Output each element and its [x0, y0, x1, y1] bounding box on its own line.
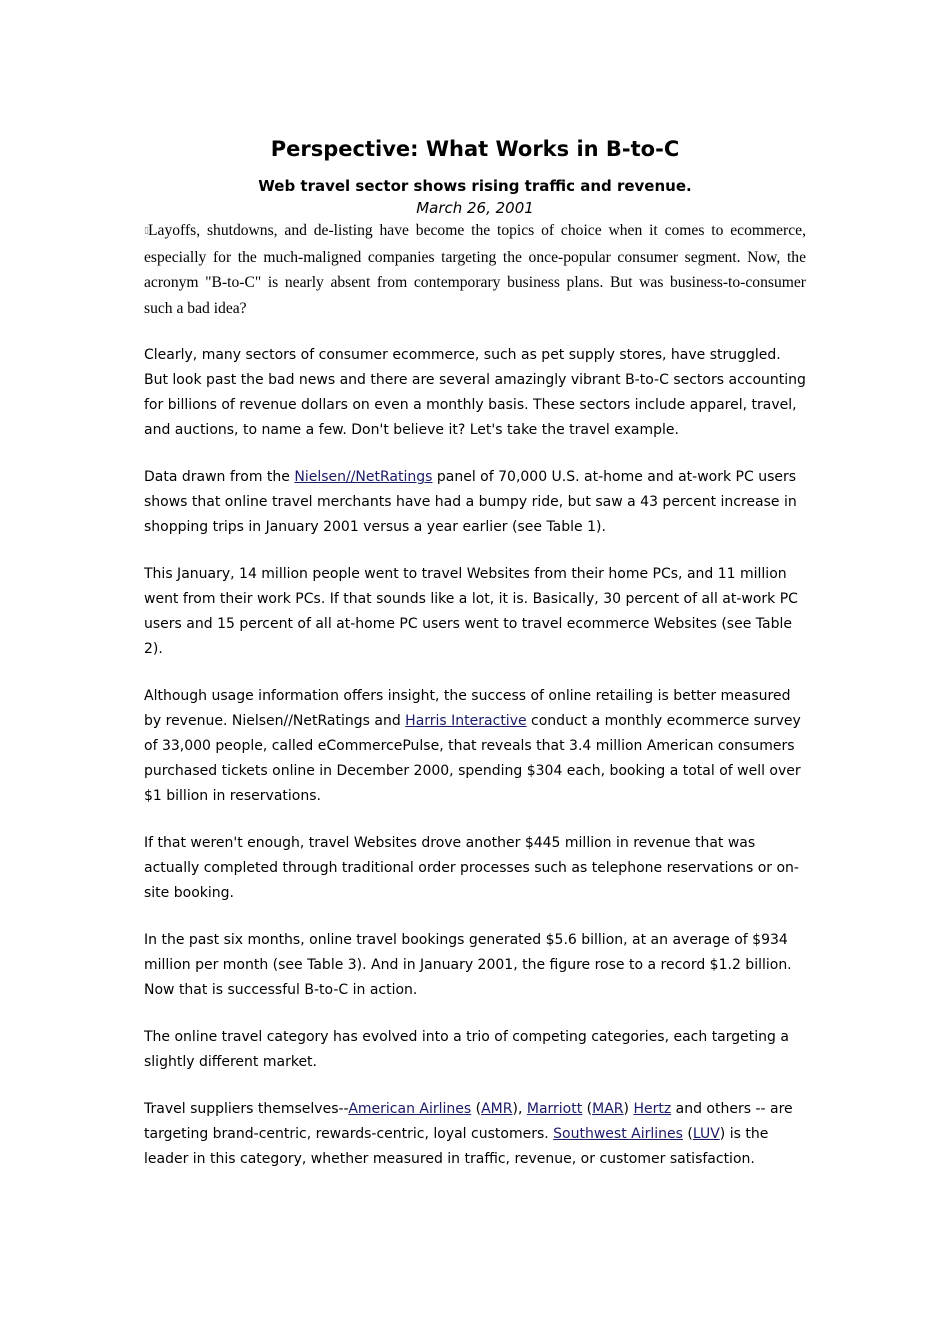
paragraph-9-text: Travel suppliers themselves-- [144, 1101, 349, 1118]
hertz-link[interactable]: Hertz [633, 1101, 672, 1118]
paragraph-4: This January, 14 million people went to travel Websites from their home PCs, and 11 million went from their work PCs. If that sounds like a lot, it is. Basically, 30 percent of all at-work PC users and 15 percent of all at-home PC users went to travel ecommerce Websites (see Table 2). [144, 566, 798, 658]
paragraph-9-text: ( [682, 1126, 693, 1143]
paragraph-5-text-a: Although usage information offers insight, the success of online retailing is better measured by revenue. Nielsen//NetRatings and [144, 688, 791, 730]
nielsen-netratings-link[interactable]: Nielsen//NetRatings [294, 469, 433, 486]
paragraph-9-text: ) [623, 1101, 634, 1118]
article-date: March 26, 2001 [416, 199, 534, 217]
missing-glyph-icon: ▯ [144, 226, 149, 236]
paragraph-9-text: ) is the leader in this category, whether measured in traffic, revenue, or customer satisfaction. [144, 1126, 769, 1168]
article-title: Perspective: What Works in B-to-C [270, 137, 680, 161]
american-airlines-link[interactable]: American Airlines [348, 1101, 472, 1118]
paragraph-5-text-b: conduct a monthly ecommerce survey of 33,000 people, called eCommercePulse, that reveals that 3.4 million American consumers purchased tickets online in December 2000, spending $304 each, booking a total of well over $1 billion in reservations. [144, 713, 801, 805]
paragraph-7: In the past six months, online travel bookings generated $5.6 billion, at an average of $934 million per month (see Table 3). And in January 2001, the figure rose to a record $1.2 billion. Now that is successful B-to-C in action. [144, 932, 792, 999]
article [144, 135, 806, 1172]
luv-ticker-link[interactable]: LUV [692, 1126, 720, 1143]
southwest-airlines-link[interactable]: Southwest Airlines [553, 1126, 683, 1143]
lead-text: Layoffs, shutdowns, and de-listing have become the topics of choice when it comes to ecommerce, especially for the much-maligned companies targeting the once-popular consumer segment. Now, the acronym "B-to-C" is nearly absent from contemporary business plans. But was business-to-consumer such a bad idea? [144, 222, 806, 317]
paragraph-9-text: ( [582, 1101, 593, 1118]
marriott-link[interactable]: Marriott [526, 1101, 583, 1118]
lead-paragraph [144, 218, 806, 321]
paragraph-2: Clearly, many sectors of consumer ecommerce, such as pet supply stores, have struggled. But look past the bad news and there are several amazingly vibrant B-to-C sectors accounting for billions of revenue dollars on even a monthly basis. These sectors include apparel, travel, and auctions, to name a few. Don't believe it? Let's take the travel example. [144, 347, 806, 439]
harris-interactive-link[interactable]: Harris Interactive [405, 713, 527, 730]
article-subtitle: Web travel sector shows rising traffic and revenue. [258, 177, 692, 195]
paragraph-8: The online travel category has evolved into a trio of competing categories, each targeting a slightly different market. [144, 1029, 789, 1071]
paragraph-5 [144, 684, 806, 809]
amr-ticker-link[interactable]: AMR [481, 1101, 513, 1118]
paragraph-9 [144, 1097, 806, 1172]
paragraph-3-text-a: Data drawn from the [144, 469, 295, 486]
paragraph-9-text: ( [471, 1101, 482, 1118]
paragraph-9-text: ), [512, 1101, 527, 1118]
paragraph-9-text: and others -- are targeting brand-centric, rewards-centric, loyal customers. [144, 1101, 793, 1143]
paragraph-6: If that weren't enough, travel Websites drove another $445 million in revenue that was actually completed through traditional order processes such as telephone reservations or on-site booking. [144, 835, 799, 902]
mar-ticker-link[interactable]: MAR [592, 1101, 624, 1118]
paragraph-3-text-b: panel of 70,000 U.S. at-home and at-work PC users shows that online travel merchants have had a bumpy ride, but saw a 43 percent increase in shopping trips in January 2001 versus a year earlier (see Table 1). [144, 469, 797, 536]
paragraph-3 [144, 465, 806, 540]
